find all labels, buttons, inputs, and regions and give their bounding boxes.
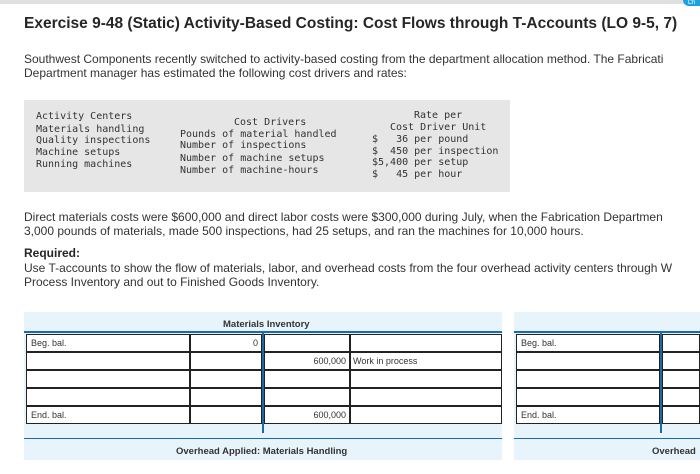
materials-inventory-taccount	[24, 312, 502, 460]
row-activity: Running machines	[36, 159, 133, 170]
top-bar	[0, 0, 700, 4]
right-taccount	[514, 312, 700, 460]
t-account-top-line	[514, 331, 700, 333]
materials-inventory-title: Materials Inventory	[223, 319, 310, 330]
debit-amount-cell[interactable]	[190, 352, 262, 370]
credit-label-cell[interactable]	[350, 334, 502, 352]
credit-amount-cell[interactable]	[662, 388, 700, 406]
debit-label-cell[interactable]	[516, 388, 660, 406]
end-bal-label: End. bal.	[31, 410, 67, 420]
header-activity-centers: Activity Centers	[36, 111, 133, 122]
credit-label: Work in process	[353, 356, 418, 366]
end-credit-label-cell[interactable]	[350, 406, 502, 424]
intro-line-1: Southwest Components recently switched to activity-based costing from the department allocation method. The Fabricati	[24, 52, 664, 66]
end-label-cell[interactable]	[516, 406, 660, 424]
end-bal-label: End. bal.	[521, 410, 557, 420]
credit-value: 600,000	[313, 356, 346, 366]
credit-amount-cell[interactable]	[662, 352, 700, 370]
row-rate: $ 450 per inspection	[372, 146, 499, 157]
credit-amount-cell[interactable]	[264, 388, 350, 406]
credit-amount-cell[interactable]	[264, 370, 350, 388]
credit-label-cell[interactable]	[350, 370, 502, 388]
debit-amount-cell[interactable]	[190, 370, 262, 388]
cost-driver-table	[24, 100, 510, 192]
exercise-title: Exercise 9-48 (Static) Activity-Based Costing: Cost Flows through T-Accounts (LO 9-5, 7)	[24, 15, 678, 32]
header-rate-line2: Cost Driver Unit	[390, 122, 487, 133]
beg-bal-value: 0	[252, 338, 258, 348]
row-driver: Number of machine-hours	[180, 165, 319, 176]
row-rate: $5,400 per setup	[372, 157, 469, 168]
direct-costs-line-2: 3,000 pounds of materials, made 500 inspections, had 25 setups, and ran the machines for 10,000 hours.	[24, 224, 584, 238]
credit-label-cell[interactable]	[350, 388, 502, 406]
debit-label-cell[interactable]	[26, 388, 190, 406]
credit-amount-cell[interactable]	[264, 352, 350, 370]
required-line-2: Process Inventory and out to Finished Goods Inventory.	[24, 275, 320, 289]
row-activity: Materials handling	[36, 124, 145, 135]
credit-label-cell[interactable]	[350, 352, 502, 370]
intro-line-2: Department manager has estimated the following cost drivers and rates:	[24, 66, 407, 80]
credit-amount-cell[interactable]	[662, 334, 700, 352]
overhead-right-label: Overhead	[652, 446, 696, 457]
end-bal-value: 600,000	[313, 410, 346, 420]
direct-costs-line-1: Direct materials costs were $600,000 and direct labor costs were $300,000 during July, when the Fabrication Departmen	[24, 210, 663, 224]
beg-bal-label: Beg. bal.	[521, 338, 557, 348]
row-driver: Number of inspections	[180, 140, 307, 151]
required-line-1: Use T-accounts to show the flow of materials, labor, and overhead costs from the four overhead activity centers through W	[24, 261, 673, 275]
debit-label-cell[interactable]	[516, 352, 660, 370]
row-rate: $ 36 per pound	[372, 134, 469, 145]
debit-amount-cell[interactable]	[190, 388, 262, 406]
credit-amount-cell[interactable]	[662, 370, 700, 388]
row-driver: Number of machine setups	[180, 153, 325, 164]
end-debit-amount-cell[interactable]	[190, 406, 262, 424]
row-rate: $ 45 per hour	[372, 169, 463, 180]
required-heading: Required:	[24, 246, 81, 260]
debit-label-cell[interactable]	[26, 352, 190, 370]
end-label-cell[interactable]	[26, 406, 190, 424]
end-credit-amount-cell[interactable]	[662, 406, 700, 424]
row-activity: Quality inspections	[36, 135, 151, 146]
debit-label-cell[interactable]	[516, 334, 660, 352]
debit-label-cell[interactable]	[516, 370, 660, 388]
overhead-applied-label: Overhead Applied: Materials Handling	[176, 446, 348, 457]
beg-bal-label: Beg. bal.	[31, 338, 67, 348]
row-driver: Pounds of material handled	[180, 129, 337, 140]
row-activity: Machine setups	[36, 147, 121, 158]
header-rate-line1: Rate per	[414, 110, 463, 121]
footer-line	[24, 438, 502, 439]
end-credit-amount-cell[interactable]	[264, 406, 350, 424]
credit-amount-cell[interactable]	[264, 334, 350, 352]
debit-label-cell[interactable]	[26, 334, 190, 352]
debit-label-cell[interactable]	[26, 370, 190, 388]
debit-amount-cell[interactable]	[190, 334, 262, 352]
header-cost-drivers: Cost Drivers	[234, 117, 307, 128]
footer-line	[514, 438, 700, 439]
chapter-button[interactable]: Ch	[683, 0, 700, 6]
